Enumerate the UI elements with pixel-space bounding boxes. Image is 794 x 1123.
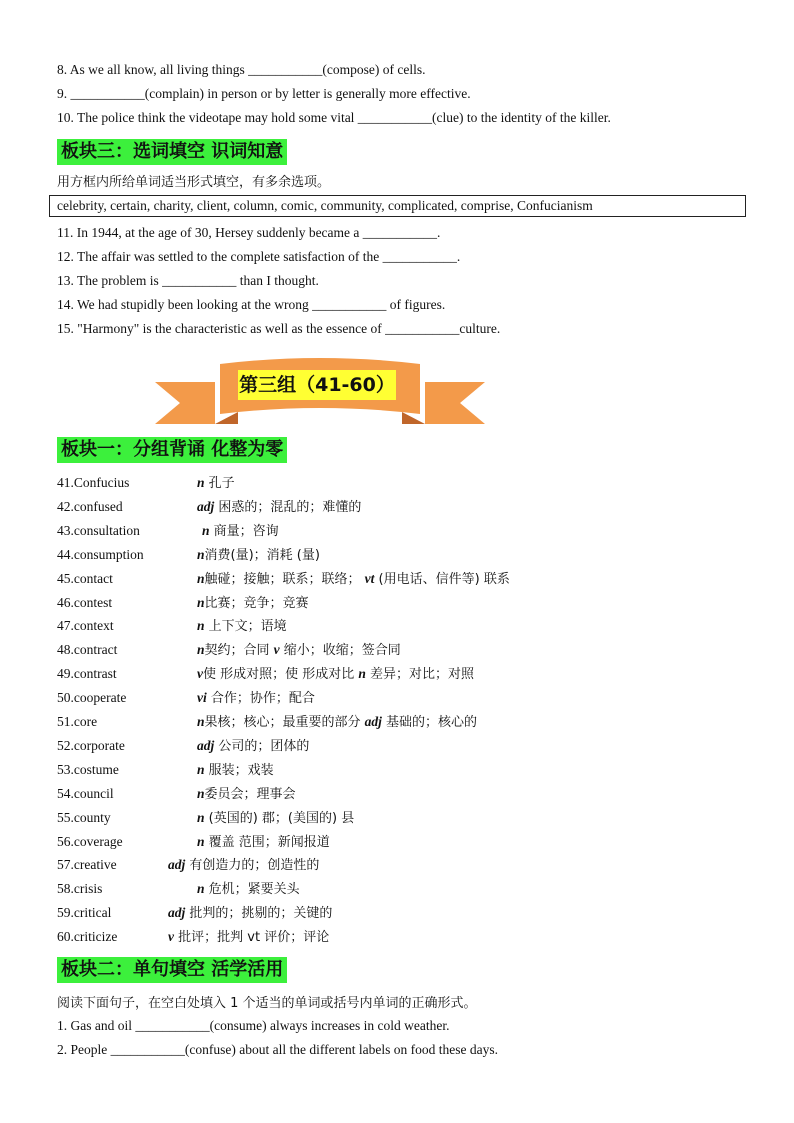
vocab-entry	[57, 856, 320, 874]
definition-text: 果核；核心；最重要的部分	[204, 715, 365, 730]
definition-text: 比赛；竞争；竞赛	[204, 595, 309, 611]
definition-text: 商量；咨询	[209, 523, 279, 539]
vocab-definition	[197, 617, 287, 636]
definition-text: 批判的；挑剔的；关键的	[185, 906, 333, 922]
vocab-entry	[57, 833, 330, 851]
question-13: 13. The problem is ___________ than I thought.	[57, 273, 319, 288]
vocab-definition	[168, 904, 332, 923]
vocab-entry	[57, 665, 475, 683]
vocab-entry	[57, 713, 478, 731]
vocab-entry	[57, 737, 310, 755]
question-9: 9. ___________(complain) in person or by letter is generally more effective.	[57, 86, 471, 101]
vocab-definition	[197, 737, 309, 756]
definition-text: 上下文；语境	[204, 619, 287, 635]
part-of-speech: n	[197, 570, 205, 586]
vocab-entry	[57, 761, 274, 779]
vocab-definition	[197, 474, 235, 493]
vocab-definition	[202, 522, 279, 541]
part-of-speech: v	[168, 929, 174, 945]
vocab-definition	[197, 833, 330, 852]
section2-instruction: 阅读下面句子，在空白处填入 1 个适当的单词或括号内单词的正确形式。	[57, 996, 477, 1011]
vocab-definition	[197, 761, 274, 780]
vocab-word: 60.criticize	[57, 929, 118, 945]
definition-text: 差异；对比；对照	[365, 667, 475, 683]
vocab-word: 53.costume	[57, 761, 119, 777]
vocab-definition	[168, 856, 319, 875]
question-s2-2: 2. People ___________(confuse) about all the different labels on food these days.	[57, 1042, 499, 1057]
part-of-speech: n	[197, 714, 205, 729]
vocab-word: 44.consumption	[57, 546, 144, 562]
definition-text: 有创造力的；创造性的	[185, 858, 320, 874]
part-of-speech: v	[197, 666, 203, 682]
definition-text: 合作；协作；配合	[206, 691, 315, 707]
definition-text: 契约；合同	[204, 643, 274, 659]
part-of-speech: adj	[168, 857, 186, 873]
question-s2-1: 1. Gas and oil ___________(consume) always increases in cold weather.	[57, 1018, 450, 1033]
vocab-word: 43.consultation	[57, 522, 140, 538]
vocab-definition	[197, 880, 300, 899]
part-of-speech: adj	[197, 737, 215, 753]
definition-text: 困惑的；混乱的；难懂的	[214, 499, 362, 515]
definition-text: 触碰；接触；联系；联络；	[204, 571, 365, 587]
part-of-speech: vi	[197, 690, 207, 706]
vocab-definition	[197, 809, 354, 828]
question-10: 10. The police think the videotape may hold some vital ___________(clue) to the identity of the killer.	[57, 110, 611, 125]
vocab-definition	[197, 713, 477, 732]
question-14: 14. We had stupidly been looking at the wrong ___________ of figures.	[57, 297, 446, 312]
vocab-word: 59.critical	[57, 905, 112, 921]
vocab-word: 49.contrast	[57, 666, 117, 682]
part-of-speech: n	[197, 785, 205, 801]
vocab-word: 55.county	[57, 809, 111, 825]
vocab-word: 58.crisis	[57, 881, 103, 897]
vocab-definition	[197, 665, 474, 684]
part-of-speech: vt	[364, 570, 375, 586]
vocab-entry	[57, 689, 315, 707]
vocab-word: 48.contract	[57, 642, 118, 658]
vocab-entry	[57, 785, 296, 803]
vocab-entry	[57, 570, 510, 588]
vocab-entry	[57, 928, 330, 946]
definition-text: 公司的；团体的	[214, 738, 310, 754]
vocab-entry	[57, 522, 279, 540]
vocab-entry	[57, 498, 362, 516]
section2-title: 板块二：单句填空 活学活用	[57, 957, 287, 983]
vocab-definition	[197, 498, 361, 517]
word-box: celebrity, certain, charity, client, column, comic, community, complicated, comprise, Confucianism	[49, 195, 746, 217]
vocab-word: 50.cooperate	[57, 690, 127, 706]
vocab-definition	[197, 546, 320, 565]
part-of-speech: n	[202, 522, 210, 538]
vocab-definition	[197, 689, 315, 708]
part-of-speech: adj	[364, 714, 382, 729]
vocab-definition	[197, 570, 510, 589]
definition-text: 基础的；核心的	[381, 715, 478, 730]
vocab-word: 47.context	[57, 618, 114, 634]
definition-text: 服装；戏装	[204, 762, 274, 778]
definition-text: 孔子	[204, 476, 235, 491]
question-11: 11. In 1944, at the age of 30, Hersey suddenly became a ___________.	[57, 225, 441, 240]
definition-text: 委员会；理事会	[204, 786, 296, 802]
question-8: 8. As we all know, all living things ___________(compose) of cells.	[57, 62, 426, 77]
part-of-speech: n	[197, 475, 205, 490]
question-15: 15. "Harmony" is the characteristic as well as the essence of ___________culture.	[57, 321, 501, 336]
vocab-entry	[57, 594, 309, 612]
vocab-word: 52.corporate	[57, 737, 125, 753]
vocab-entry	[57, 641, 401, 659]
question-12: 12. The affair was settled to the complete satisfaction of the ___________.	[57, 249, 461, 264]
section1-title: 板块一：分组背诵 化整为零	[57, 437, 287, 463]
vocab-definition	[197, 641, 401, 660]
definition-text: 覆盖 范围；新闻报道	[204, 834, 330, 850]
vocab-entry	[57, 617, 287, 635]
group-banner-label: 第三组（41-60）	[238, 370, 396, 400]
vocab-word: 56.coverage	[57, 833, 123, 849]
vocab-entry	[57, 880, 300, 898]
definition-text: (用电话、信件等) 联系	[374, 571, 510, 587]
vocab-word: 51.core	[57, 714, 98, 729]
section3-title: 板块三：选词填空 识词知意	[57, 139, 287, 165]
part-of-speech: n	[197, 618, 205, 634]
part-of-speech: n	[197, 642, 205, 658]
vocab-definition	[168, 928, 329, 947]
part-of-speech: n	[197, 809, 205, 825]
definition-text: 缩小；收缩；签合同	[279, 643, 401, 659]
part-of-speech: adj	[168, 905, 186, 921]
section3-instruction: 用方框内所给单词适当形式填空，有多余选项。	[57, 175, 331, 190]
definition-text: 批评；批判 vt 评价；评论	[174, 930, 330, 946]
vocab-word: 42.confused	[57, 498, 123, 514]
part-of-speech: n	[197, 761, 205, 777]
part-of-speech: n	[197, 881, 205, 897]
part-of-speech: n	[197, 833, 205, 849]
definition-text: 使 形成对照；使 形成对比	[203, 667, 359, 683]
part-of-speech: n	[197, 546, 205, 562]
part-of-speech: n	[197, 594, 205, 610]
vocab-definition	[197, 594, 309, 613]
definition-text: (英国的) 郡；(美国的) 县	[204, 810, 355, 826]
vocab-entry	[57, 474, 235, 492]
part-of-speech: adj	[197, 498, 215, 514]
vocab-definition	[197, 785, 296, 804]
vocab-word: 46.contest	[57, 594, 113, 610]
vocab-word: 57.creative	[57, 857, 117, 873]
vocab-entry	[57, 904, 333, 922]
part-of-speech: v	[273, 642, 280, 658]
vocab-entry	[57, 546, 320, 564]
vocab-word: 41.Confucius	[57, 475, 130, 490]
vocab-entry	[57, 809, 355, 827]
part-of-speech: n	[358, 666, 366, 682]
definition-text: 危机；紧要关头	[204, 882, 300, 898]
vocab-word: 54.council	[57, 785, 114, 801]
vocab-word: 45.contact	[57, 570, 113, 586]
definition-text: 消费(量)；消耗 (量)	[204, 547, 320, 563]
